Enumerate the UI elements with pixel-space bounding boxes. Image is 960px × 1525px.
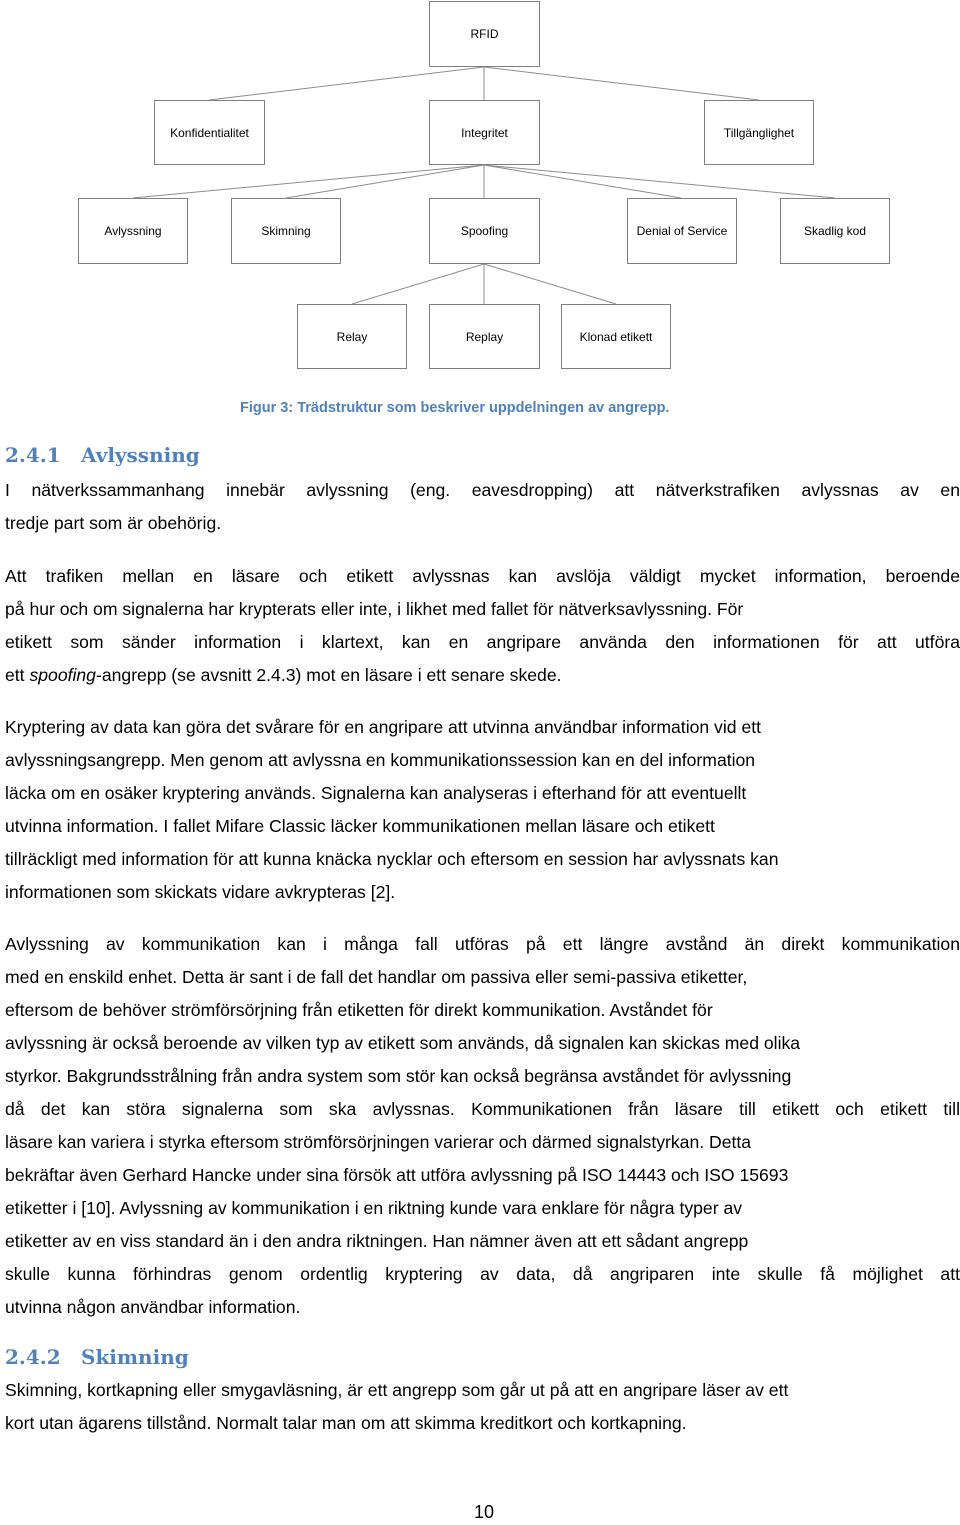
text-line [5,659,960,692]
figure-caption: Figur 3: Trädstruktur som beskriver uppdelningen av angrepp. [240,400,670,416]
text-line: på hur och om signalerna har krypterats eller inte, i likhet med fallet för nätverksavlyssning. För [5,599,744,619]
text-line: etikett som sänder information i klartext, kan en angripare använda den informationen för att utföra [5,632,960,652]
section-title: Skimning [81,1345,189,1369]
page-number: 10 [473,1502,495,1522]
node-avlyssning: Avlyssning [78,198,188,264]
text-line: avlyssning är också beroende av vilken typ av etikett som används, då signalen kan skickas med olika [5,1033,801,1053]
node-tillganglighet: Tillgänglighet [704,100,814,165]
text-line: informationen som skickats vidare avkrypteras [2]. [5,882,396,902]
text-line: skulle kunna förhindras genom ordentlig kryptering av data, då angriparen inte skulle få möjlighet att [5,1264,960,1284]
text-line: kort utan ägarens tillstånd. Normalt talar man om att skimma kreditkort och kortkapning. [5,1413,687,1433]
text-line: etiketter i [10]. Avlyssning av kommunikation i en riktning kunde vara enklare för några typer av [5,1198,743,1218]
connector-root-tillganglighet [484,67,759,100]
text-line: Skimning, kortkapning eller smygavläsning, är ett angrepp som går ut på att en angripare läser av ett [5,1380,789,1400]
text-line: eftersom de behöver strömförsörjning från etiketten för direkt kommunikation. Avståndet för [5,1000,713,1020]
node-spoofing: Spoofing [429,198,540,264]
node-replay: Replay [429,304,540,369]
text-line: Att trafiken mellan en läsare och etikett avlyssnas kan avslöja väldigt mycket information, beroende [5,566,960,586]
node-root: RFID [429,1,540,67]
section-heading-avlyssning [5,443,200,467]
text-line: I nätverkssammanhang innebär avlyssning (eng. eavesdropping) att nätverkstrafiken avlyssnas av en [5,480,960,500]
paragraph-kryptering [5,711,960,909]
text-line: bekräftar även Gerhard Hancke under sina försök att utföra avlyssning på ISO 14443 och ISO 15693 [5,1165,789,1185]
text-line: styrkor. Bakgrundsstrålning från andra system som stör kan också begränsa avståndet för avlyssning [5,1066,792,1086]
connector-root-konfidentialitet [209,67,484,100]
text-line: tredje part som är obehörig. [5,513,222,533]
text-line: utvinna information. I fallet Mifare Classic läcker kommunikationen mellan läsare och etikett [5,816,715,836]
text-line: läsare kan variera i styrka eftersom strömförsörjningen varierar och därmed signalstyrkan. Detta [5,1132,752,1152]
text-line: Avlyssning av kommunikation kan i många fall utföras på ett längre avstånd än direkt kommunikation [5,934,960,954]
connector-integritet-skadlig [484,165,835,198]
text-line: läcka om en osäker kryptering används. Signalerna kan analyseras i efterhand för att eventuellt [5,783,747,803]
connector-integritet-skimning [286,165,484,198]
text-line: tillräckligt med information för att kunna knäcka nycklar och eftersom en session har avlyssnats kan [5,849,779,869]
text-line: etiketter av en viss standard än i den andra riktningen. Han nämner även att ett sådant angrepp [5,1231,749,1251]
paragraph-intro [5,474,960,540]
paragraph-skimning [5,1374,960,1440]
italic-term: spoofing [29,665,96,685]
node-skadlig-kod: Skadlig kod [780,198,890,264]
connector-spoofing-relay [352,264,484,304]
paragraph-trafik [5,560,960,692]
section-number: 2.4.2 [5,1345,61,1369]
text-line: avlyssningsangrepp. Men genom att avlyssna en kommunikationssession kan en del information [5,750,756,770]
section-number: 2.4.1 [5,443,61,467]
node-denial-of-service: Denial of Service [627,198,737,264]
node-klonad-etikett: Klonad etikett [561,304,671,369]
text-fragment: ett [5,665,30,685]
text-line: då det kan störa signalerna som ska avlyssnas. Kommunikationen från läsare till etikett och etikett till [5,1099,960,1119]
section-title: Avlyssning [81,443,200,467]
text-line: utvinna någon användbar information. [5,1297,301,1317]
node-konfidentialitet: Konfidentialitet [154,100,265,165]
connector-spoofing-klonad [484,264,616,304]
section-heading-skimning [5,1345,189,1369]
node-skimning: Skimning [231,198,341,264]
connector-integritet-dos [484,165,681,198]
paragraph-avstand [5,928,960,1324]
node-integritet: Integritet [429,100,540,165]
node-relay: Relay [297,304,407,369]
text-fragment: -angrepp (se avsnitt 2.4.3) mot en läsare i ett senare skede. [95,665,562,685]
text-line: med en enskild enhet. Detta är sant i de fall det handlar om passiva eller semi-passiva etiketter, [5,967,748,987]
text-line: Kryptering av data kan göra det svårare för en angripare att utvinna användbar information vid ett [5,717,761,737]
connector-integritet-avlyssning [133,165,484,198]
